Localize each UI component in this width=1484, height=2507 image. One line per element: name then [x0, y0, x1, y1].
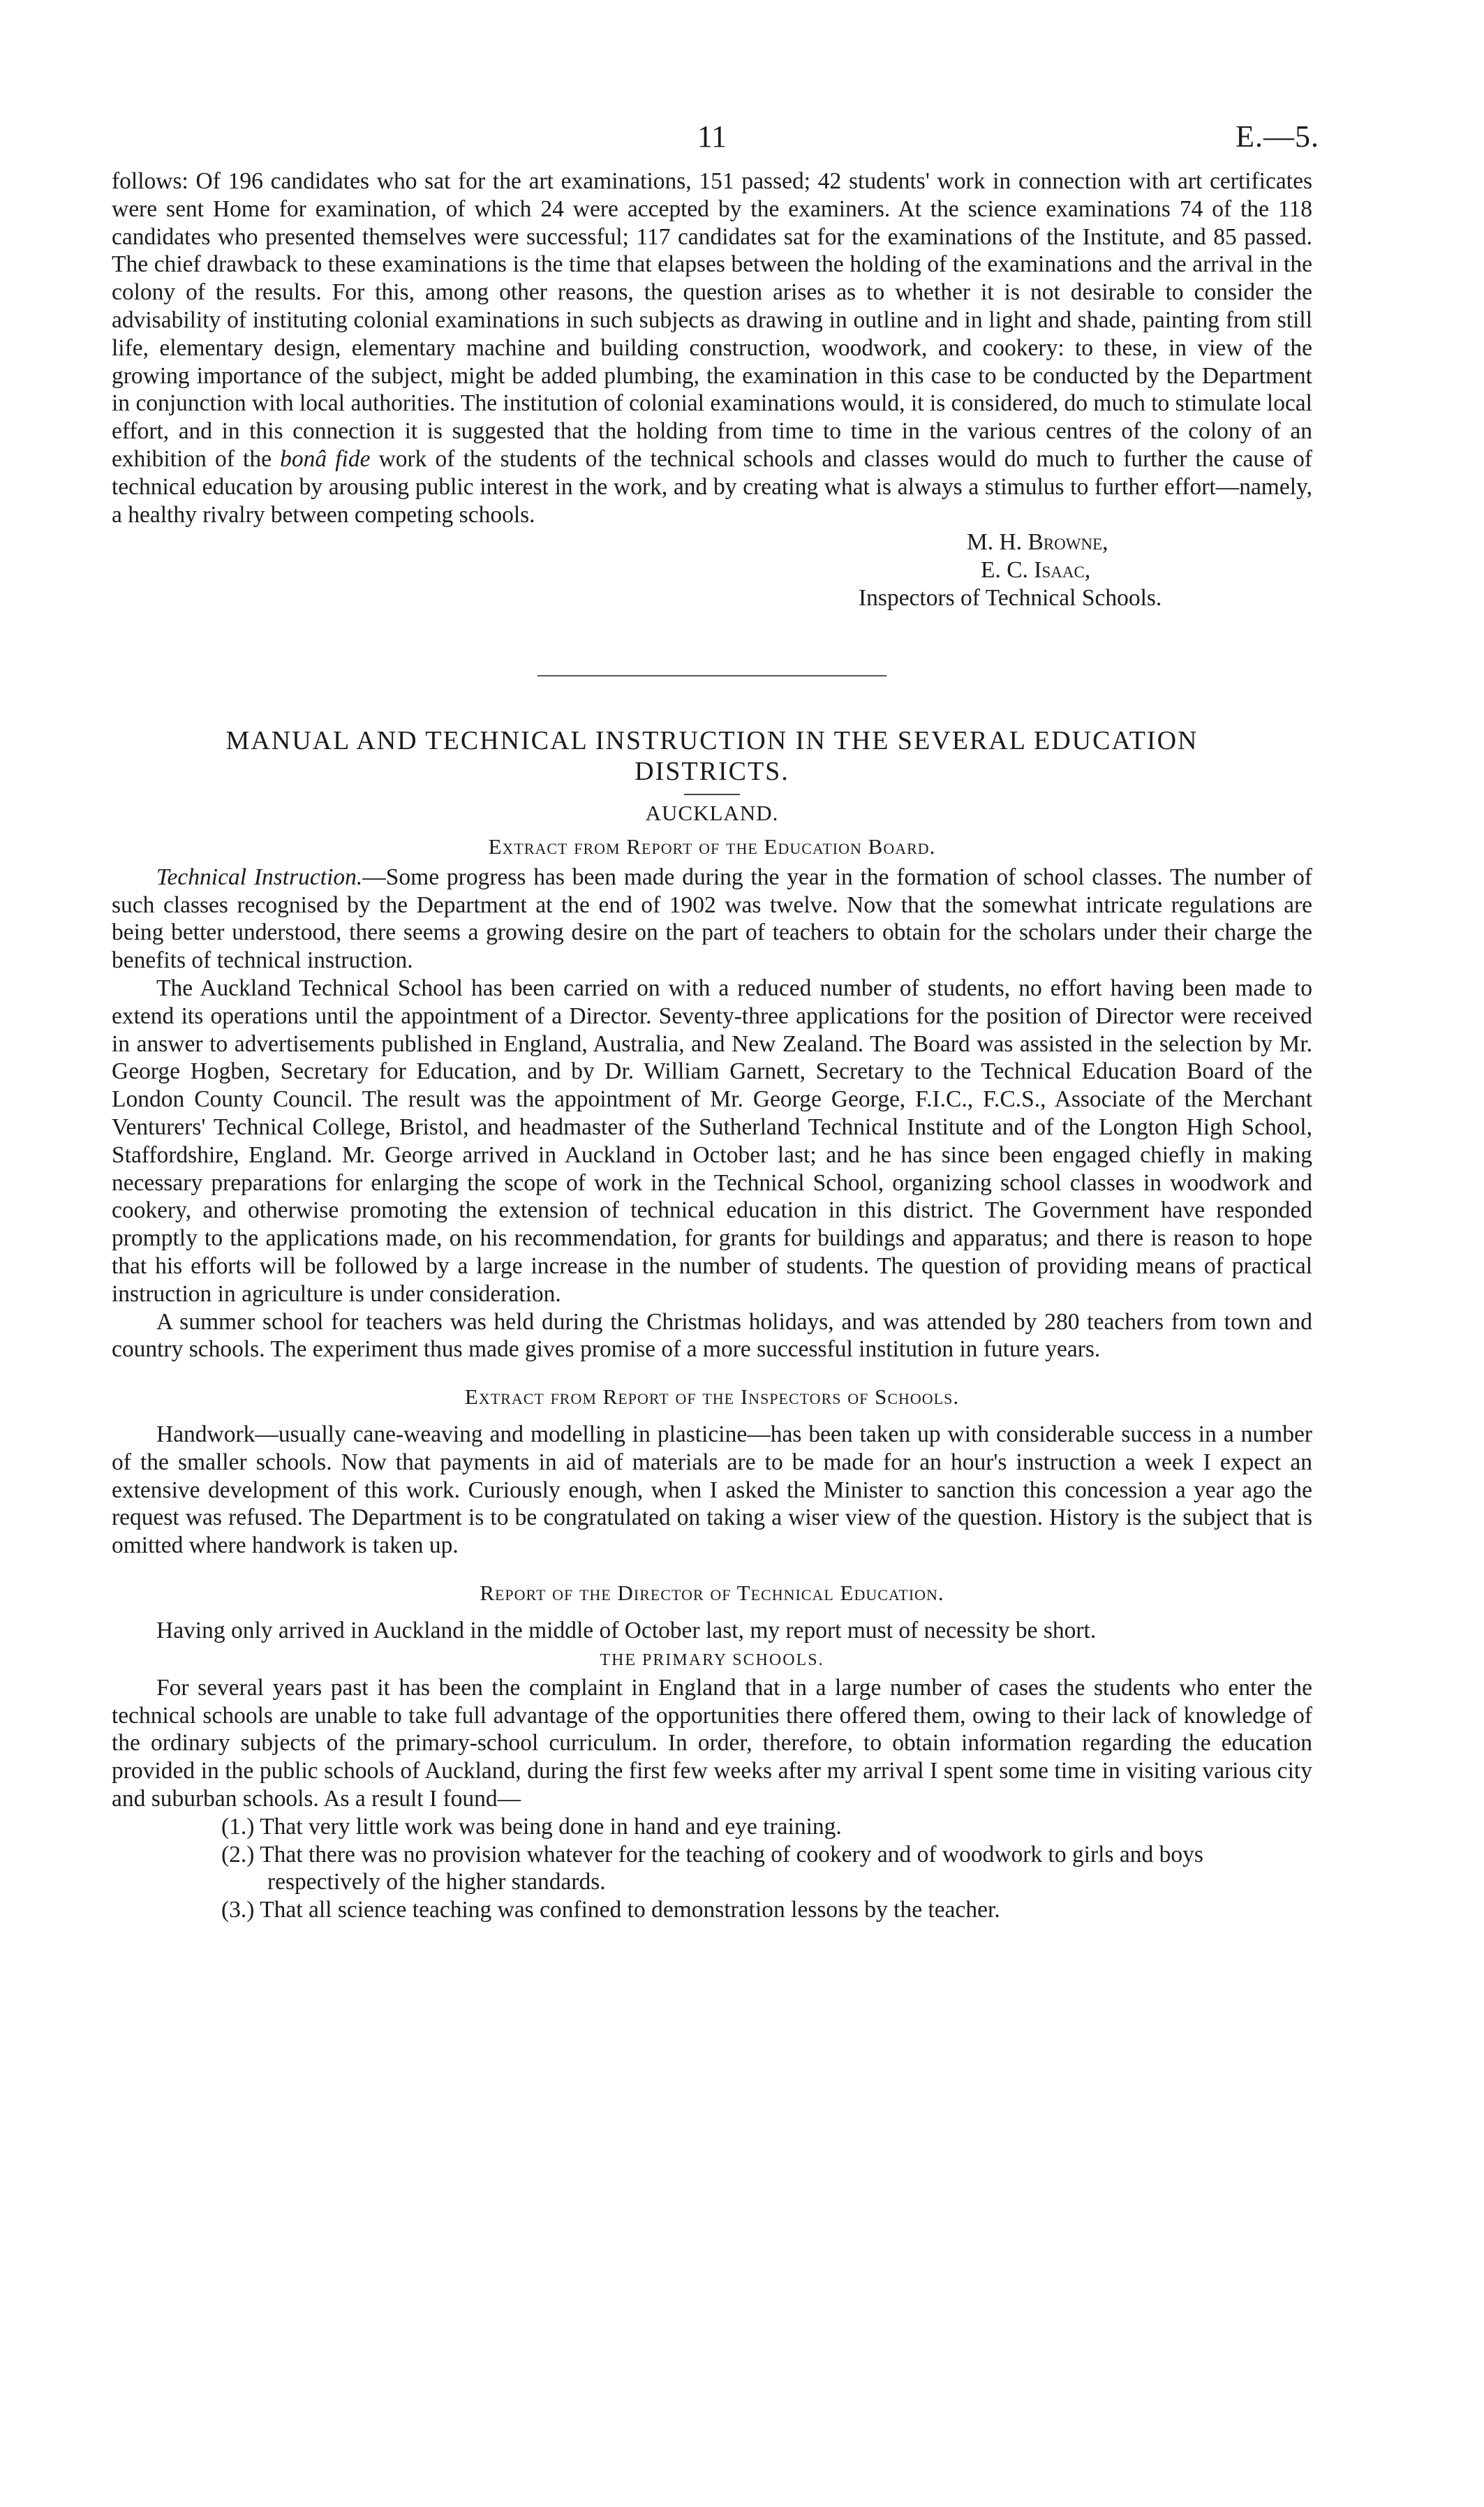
board-paragraph-2: The Auckland Technical School has been carried on with a reduced number of students, no effort having been made to extend its operations until the appointment of a Director. Seventy-three applications for the position of Director were received in answer to advertisements published in England, Australia, and New Zealand. The Board was assisted in the selection by Mr. George Hogben, Secretary for Education, and by Dr. William Garnett, Secretary to the Technical Education Board of the London County Council. The result was the appointment of Mr. George George, F.I.C., F.C.S., Associate of the Merchant Venturers' Technical College, Bristol, and headmaster of the Sutherland Technical Institute and of the Longton High School, Staffordshire, England. Mr. George arrived in Auckland in October last; and he has since been engaged chiefly in making necessary preparations for enlarging the scope of work in the Technical School, organizing school classes in woodwork and cookery, and otherwise promoting the extension of technical education in this district. The Government have responded promptly to the applications made, on his recommendation, for grants for buildings and apparatus; and there is reason to hope that his efforts will be followed by a large increase in the number of students. The question of providing means of practical instruction in agriculture is under consideration.: [112, 975, 1312, 1307]
section-title: [112, 725, 1312, 787]
intro-text-start: follows: Of 196 candidates who sat for the art examinations, 151 passed; 42 students' work in connection with art certificates were sent Home for examination, of which 24 were accepted by the examiners. At the science examinations 74 of the 118 candidates who presented themselves were successful; 117 candidates sat for the examinations of the Institute, and 85 passed. The chief drawback to these examinations is the time that elapses between the holding of the examinations and the arrival in the colony of the results. For this, among other reasons, the question arises as to whether it is not desirable to consider the advisability of instituting colonial examinations in such subjects as drawing in outline and in light and shade, painting from still life, elementary design, elementary machine and building construction, woodwork, and cookery: to these, in view of the growing importance of the subject, might be added plumbing, the examination in this case to be conducted by the Department in conjunction with local authorities. The institution of colonial examinations would, it is considered, do much to stimulate local effort, and in this connection it is suggested that the holding from time to time in the various centres of the colony of an exhibition of the: [112, 168, 1312, 472]
signature-name-2: E. C. Isaac,: [981, 557, 1091, 584]
document-page: [112, 119, 1319, 1924]
section-title-line-1: MANUAL AND TECHNICAL INSTRUCTION IN THE SEVERAL EDUCATION: [225, 725, 1199, 755]
finding-item-2: (2.) That there was no provision whatever for the teaching of cookery and of woodwork to girls and boys respectively of the higher standards.: [221, 1841, 1203, 1895]
board-paragraph-3: A summer school for teachers was held during the Christmas holidays, and was attended by 280 teachers from town and country schools. The experiment thus made gives promise of a more successful institution in future years.: [112, 1308, 1312, 1363]
board-paragraph-1-text: —Some progress has been made during the year in the formation of school classes. The number of such classes recognised by the Department at the end of 1902 was twelve. Now that the somewhat intricate regulations are being better understood, there seems a growing desire on the part of teachers to obtain for the scholars under their charge the benefits of technical instruction.: [112, 864, 1312, 974]
signature-title: Inspectors of Technical Schools.: [859, 584, 1162, 611]
page-header: [112, 119, 1319, 168]
intro-italic-phrase: bonâ fide: [280, 445, 371, 472]
board-paragraph-1-italic: Technical Instruction.: [156, 864, 363, 890]
board-paragraph-1: [112, 864, 1312, 975]
director-paragraph: Having only arrived in Auckland in the middle of October last, my report must of necessity be short.: [156, 1618, 1097, 1644]
primary-schools-heading: THE PRIMARY SCHOOLS.: [600, 1650, 824, 1669]
director-report-heading: Report of the Director of Technical Education.: [480, 1581, 944, 1606]
finding-item-3: (3.) That all science teaching was confined to demonstration lessons by the teacher.: [221, 1897, 1000, 1923]
finding-item-1: (1.) That very little work was being done in hand and eye training.: [221, 1813, 842, 1840]
page-number: 11: [697, 119, 727, 154]
primary-schools-paragraph: For several years past it has been the complaint in England that in a large number of cases the students who enter the technical schools are unable to take full advantage of the opportunities there offered them, owing to their lack of knowledge of the ordinary subjects of the primary-school curriculum. In order, therefore, to obtain information regarding the education provided in the public schools of Auckland, during the first few weeks after my arrival I spent some time in visiting various city and suburban schools. As a result I found—: [112, 1674, 1312, 1812]
title-rule: [684, 794, 740, 795]
document-reference: E.—5.: [1236, 119, 1319, 154]
section-divider: [537, 675, 886, 676]
section-title-line-2: DISTRICTS.: [635, 756, 789, 786]
signature-name-1: M. H. Browne,: [967, 529, 1108, 556]
board-extract-heading: Extract from Report of the Education Board.: [488, 834, 936, 859]
intro-paragraph: [112, 168, 1312, 528]
intro-text-end: work of the students of the technical schools and classes would do much to further the cause of technical education by arousing public interest in the work, and by creating what is always a stimulus to further effort—namely, a healthy rivalry between competing schools.: [112, 445, 1313, 528]
district-heading: AUCKLAND.: [645, 800, 779, 825]
inspectors-paragraph: Handwork—usually cane-weaving and modelling in plasticine—has been taken up with considerable success in a number of the smaller schools. Now that payments in aid of materials are to be made for an hour's instruction a week I expect an extensive development of this work. Curiously enough, when I asked the Minister to sanction this concession a year ago the request was refused. The Department is to be congratulated on taking a wiser view of the question. History is the subject that is omitted where handwork is taken up.: [112, 1421, 1312, 1559]
inspectors-extract-heading: Extract from Report of the Inspectors of Schools.: [464, 1384, 960, 1410]
